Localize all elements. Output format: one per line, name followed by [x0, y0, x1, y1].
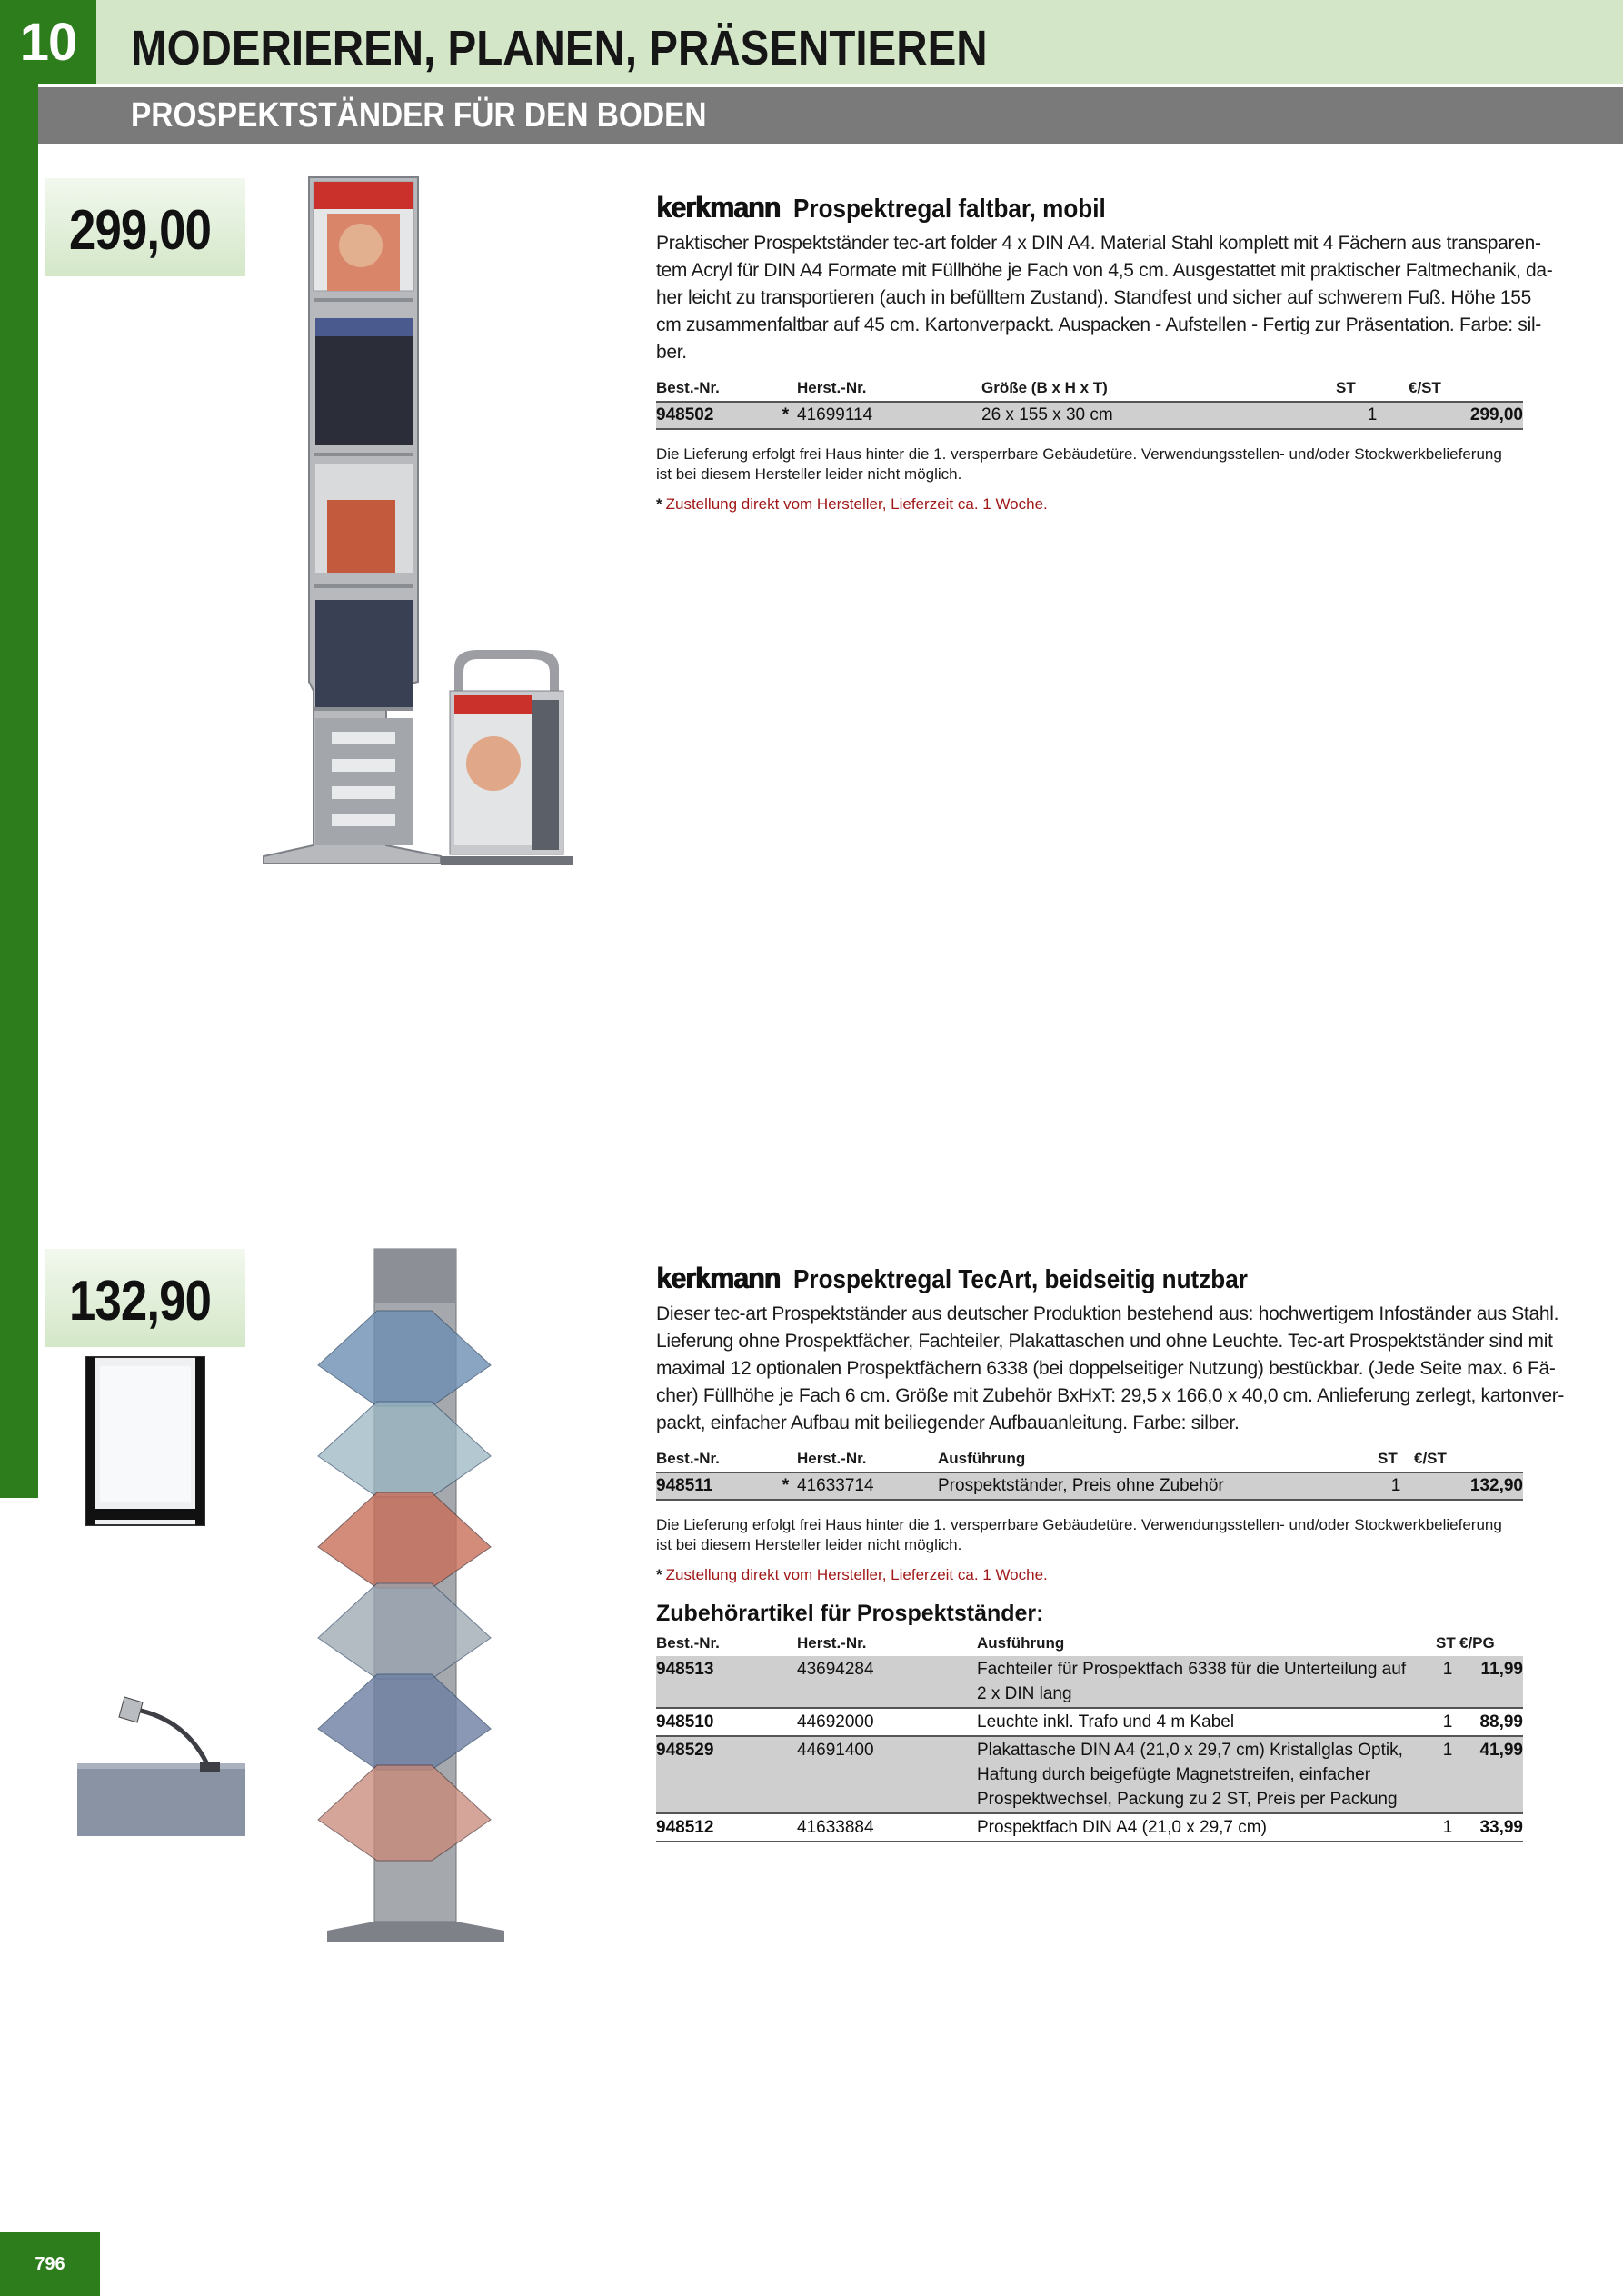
order-number: 948513 — [656, 1656, 797, 1708]
order-number: 948510 — [656, 1708, 797, 1736]
product-block-foldable — [656, 191, 1553, 514]
description-line: her leicht zu transportieren (auch in befülltem Zustand). Standfest und sicher auf schwerem Fuß. Höhe 155 — [656, 287, 1532, 308]
poster-pocket-thumbnail — [82, 1353, 209, 1530]
col-header-st: ST — [1378, 1450, 1398, 1467]
manufacturer-number: 44691400 — [797, 1736, 977, 1813]
col-header-best-nr: Best.-Nr. — [656, 1634, 720, 1652]
note-text: Zustellung direkt vom Hersteller, Lieferzeit ca. 1 Woche. — [665, 495, 1048, 513]
manufacturer-number: 41633714 — [797, 1472, 938, 1500]
tall-stand-illustration — [264, 177, 441, 863]
order-number: 948529 — [656, 1736, 797, 1813]
order-number: 948512 — [656, 1813, 797, 1842]
delivery-line: Die Lieferung erfolgt frei Haus hinter die 1. versperrbare Gebäudetüre. Verwendungsstellen- und/oder Stockwerkbelieferung — [656, 445, 1502, 463]
manufacturer-number: 44692000 — [797, 1708, 977, 1736]
table-row — [656, 1708, 1523, 1736]
direct-delivery-marker: * — [774, 402, 797, 429]
variant-value: Prospektständer, Preis ohne Zubehör — [938, 1472, 1378, 1500]
description-line: cher) Füllhöhe je Fach 6 cm. Größe mit Zubehör BxHxT: 29,5 x 166,0 x 40,0 cm. Anlieferung zerlegt, kartonver- — [656, 1385, 1565, 1406]
description-line: Lieferung ohne Prospektfächer, Fachteiler, Plakattaschen und ohne Leuchte. Tec-art Prospektständer sind mit — [656, 1331, 1553, 1352]
variant-line: Haftung durch beigefügte Magnetstreifen, einfacher — [977, 1765, 1371, 1784]
manufacturer-number: 41633884 — [797, 1813, 977, 1842]
note-text: Zustellung direkt vom Hersteller, Lieferzeit ca. 1 Woche. — [665, 1566, 1048, 1583]
col-header-herst-nr: Herst.-Nr. — [797, 379, 867, 396]
direct-delivery-marker: * — [774, 1472, 797, 1500]
section-title: PROSPEKTSTÄNDER FÜR DEN BODEN — [131, 96, 707, 135]
description-line: cm zusammenfaltbar auf 45 cm. Kartonverpackt. Auspacken - Aufstellen - Fertig zur Präsentation. Farbe: sil- — [656, 314, 1542, 335]
description-line: ber. — [656, 342, 687, 363]
product-description — [656, 1301, 1565, 1437]
variant-line: Prospektwechsel, Packung zu 2 ST, Preis per Packung — [977, 1790, 1398, 1809]
order-number: 948502 — [656, 402, 774, 429]
variant-line: Plakattasche DIN A4 (21,0 x 29,7 cm) Kristallglas Optik, — [977, 1741, 1403, 1760]
brand-logo: kerkmann — [656, 1262, 781, 1294]
delivery-info — [656, 1515, 1523, 1555]
variant-line: Leuchte inkl. Trafo und 4 m Kabel — [977, 1712, 1235, 1732]
description-line: packt, einfacher Aufbau mit beiliegender Aufbauanleitung. Farbe: silber. — [656, 1413, 1240, 1433]
accessories-table — [656, 1632, 1523, 1842]
product-title: Prospektregal faltbar, mobil — [793, 195, 1106, 224]
col-header-groesse: Größe (B x H x T) — [981, 379, 1108, 396]
order-table — [656, 1448, 1523, 1501]
manufacturer-number: 43694284 — [797, 1656, 977, 1708]
brochure-pockets — [318, 1311, 491, 1861]
description-line: Praktischer Prospektständer tec-art folder 4 x DIN A4. Material Stahl komplett mit 4 Fächern aus transparen- — [656, 233, 1541, 254]
col-header-st: ST — [1336, 379, 1356, 396]
col-header-best-nr: Best.-Nr. — [656, 1450, 720, 1467]
unit-price: 299,00 — [1409, 402, 1523, 429]
accessories-heading: Zubehörartikel für Prospektständer: — [656, 1601, 1044, 1626]
page-title: MODERIEREN, PLANEN, PRÄSENTIEREN — [131, 21, 988, 75]
variant-value — [977, 1813, 1436, 1842]
unit-price: 132,90 — [1414, 1472, 1523, 1500]
table-row — [656, 1656, 1523, 1708]
table-row — [656, 402, 1523, 429]
col-header-price: €/ST — [1414, 1450, 1447, 1467]
table-row — [656, 1813, 1523, 1842]
order-number: 948511 — [656, 1472, 774, 1500]
delivery-line: ist bei diesem Hersteller leider nicht möglich. — [656, 1536, 962, 1553]
chapter-number: 10 — [0, 0, 96, 84]
delivery-note — [656, 1566, 1523, 1584]
col-header-herst-nr: Herst.-Nr. — [797, 1450, 867, 1467]
quantity-unit: 1 — [1436, 1656, 1459, 1708]
col-header-ausfuehrung: Ausführung — [938, 1450, 1026, 1467]
quantity-unit: 1 — [1436, 1708, 1459, 1736]
col-header-ausfuehrung: Ausführung — [977, 1634, 1065, 1652]
col-header-herst-nr: Herst.-Nr. — [797, 1634, 867, 1652]
unit-price: 41,99 — [1459, 1736, 1523, 1813]
unit-price: 88,99 — [1459, 1708, 1523, 1736]
delivery-line: ist bei diesem Hersteller leider nicht möglich. — [656, 465, 962, 483]
page-number: 796 — [0, 2232, 100, 2296]
product-image-tecart-stand — [309, 1247, 509, 1947]
delivery-line: Die Lieferung erfolgt frei Haus hinter die 1. versperrbare Gebäudetüre. Verwendungsstellen- und/oder Stockwerkbelieferung — [656, 1516, 1502, 1533]
unit-price: 11,99 — [1459, 1656, 1523, 1708]
col-header-best-nr: Best.-Nr. — [656, 379, 720, 396]
lamp-thumbnail — [77, 1686, 245, 1836]
order-table-header — [656, 377, 1523, 402]
table-row — [656, 1736, 1523, 1813]
product-image-foldable-stand — [259, 173, 604, 882]
note-star-icon: * — [656, 1566, 662, 1583]
quantity-unit: 1 — [1436, 1736, 1459, 1813]
order-table — [656, 377, 1523, 430]
variant-line: Fachteiler für Prospektfach 6338 für die Unterteilung auf — [977, 1660, 1407, 1679]
delivery-note — [656, 495, 1523, 514]
delivery-info — [656, 444, 1523, 484]
unit-price: 33,99 — [1459, 1813, 1523, 1842]
col-header-st: ST — [1436, 1634, 1456, 1652]
price-label: 132,90 — [69, 1270, 212, 1333]
col-header-price: €/ST — [1409, 379, 1441, 396]
price-label: 299,00 — [69, 199, 212, 262]
chapter-side-bar — [0, 84, 38, 1498]
product-description — [656, 230, 1553, 366]
size-value: 26 x 155 x 30 cm — [981, 402, 1336, 429]
quantity-unit: 1 — [1378, 1472, 1414, 1500]
product-title: Prospektregal TecArt, beidseitig nutzbar — [793, 1265, 1249, 1294]
order-table-header — [656, 1448, 1523, 1472]
product-block-tecart — [656, 1262, 1565, 1842]
folded-stand-illustration — [441, 650, 573, 865]
brand-logo: kerkmann — [656, 191, 781, 224]
quantity-unit: 1 — [1436, 1813, 1459, 1842]
description-line: Dieser tec-art Prospektständer aus deutscher Produktion bestehend aus: hochwertigem Infoständer aus Stahl. — [656, 1303, 1559, 1324]
variant-value — [977, 1708, 1436, 1736]
quantity-unit: 1 — [1336, 402, 1409, 429]
variant-value — [977, 1736, 1436, 1813]
col-header-price: €/PG — [1459, 1634, 1495, 1652]
variant-value — [977, 1656, 1436, 1708]
description-line: maximal 12 optionalen Prospektfächern 6338 (bei doppelseitiger Nutzung) bestückbar. (Jede Seite max. 6 Fä- — [656, 1358, 1556, 1379]
description-line: tem Acryl für DIN A4 Formate mit Füllhöhe je Fach von 4,5 cm. Ausgestattet mit praktischer Faltmechanik, da- — [656, 260, 1553, 281]
variant-line: Prospektfach DIN A4 (21,0 x 29,7 cm) — [977, 1818, 1267, 1837]
accessories-table-header — [656, 1632, 1523, 1656]
manufacturer-number: 41699114 — [797, 402, 981, 429]
note-star-icon: * — [656, 495, 662, 513]
variant-line: 2 x DIN lang — [977, 1684, 1072, 1703]
table-row — [656, 1472, 1523, 1500]
